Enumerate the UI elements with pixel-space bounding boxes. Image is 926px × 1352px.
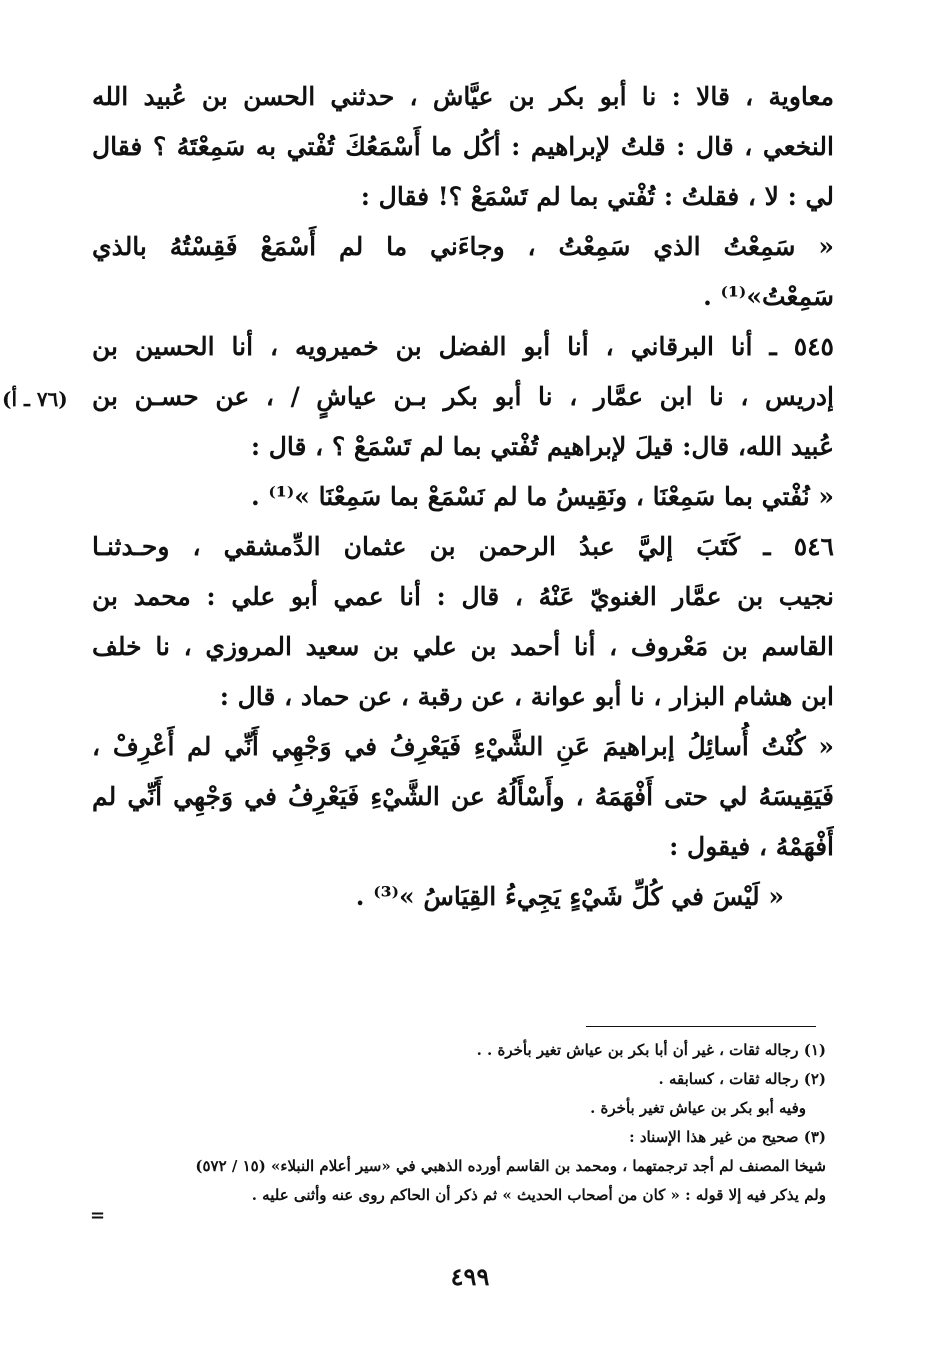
text-line: عُبيد الله، قال: قيلَ لإبراهيم تُفْتي بما لم تَسْمَعْ ؟ ، قال : [250,432,834,461]
footnote-2-continuation: وفيه أبو بكر بن عياش تغير بأخرة . [590,1099,806,1117]
footnote-3-continuation: شيخا المصنف لم أجد ترجمتهما ، ومحمد بن القاسم أورده الذهبي في «سير أعلام النبلاء» (١٥ / ٥٧٢) [195,1157,826,1175]
quote-line: سَمِعْتُ»⁽¹⁾ . [703,282,834,311]
text-line: ابن هشام البزار ، نا أبو عوانة ، عن رقبة ، عن حماد ، قال : [219,682,834,711]
quote-line: « سَمِعْتُ الذي سَمِعْتُ ، وجاءَني ما لم أَسْمَعْ فَقِسْتُهُ بالذي [92,232,834,261]
footnote-1: (١) رجاله ثقات ، غير أن أبا بكر بن عياش تغير بأخرة . . [476,1041,826,1059]
quote-line: « نُفْتي بما سَمِعْنَا ، ونَقِيسُ ما لم نَسْمَعْ بما سَمِعْنَا »⁽¹⁾ . [251,482,834,511]
quote-line: فَيَقِيسَهُ لي حتى أَفْهَمَهُ ، وأَسْأَلُهُ عن الشَّيْءِ فَيَعْرِفُ في وَجْهِي أَنِّي لم [92,782,834,811]
quote-line: « لَيْسَ في كُلِّ شَيْءٍ يَجِيءُ القِيَاسُ »⁽³⁾ . [355,882,784,911]
text-line: القاسم بن مَعْروف ، أنا أحمد بن علي بن سعيد المروزي ، نا خلف [92,632,834,661]
text-line: لي : لا ، فقلتُ : تُفْتي بما لم تَسْمَعْ ؟! فقال : [360,182,834,211]
text-line: معاوية ، قالا : نا أبو بكر بن عيَّاش ، حدثني الحسن بن عُبيد الله [92,82,834,111]
footnote-separator [586,1026,816,1027]
narration-546-line: ٥٤٦ ـ كَتَبَ إليَّ عبدُ الرحمن بن عثمان الدِّمشقي ، وحـدثنـا [92,532,834,561]
page-number: ٤٩٩ [450,1262,490,1291]
footnote-3: (٣) صحيح من غير هذا الإسناد : [629,1128,826,1146]
quote-line: أَفْهَمْهُ ، فيقول : [669,832,834,861]
narration-545-line: ٥٤٥ ـ أنا البرقاني ، أنا أبو الفضل بن خميرويه ، أنا الحسين بن [92,332,834,361]
footnote-2: (٢) رجاله ثقات ، كسابقه . [658,1070,826,1088]
text-line: النخعي ، قال : قلتُ لإبراهيم : أكُل ما أَسْمَعُكَ تُفْتي به سَمِعْتَهُ ؟ فقال [92,132,834,161]
footnote-3-continuation: ولم يذكر فيه إلا قوله : « كان من أصحاب الحديث » ثم ذكر أن الحاكم روى عنه وأثنى عليه . [251,1186,826,1204]
footnotes-block [86,1036,826,1210]
main-text-block [92,72,834,922]
text-line: إدريس ، نا ابن عمَّار ، نا أبو بكر بـن عياشٍ / ، عن حسـن بن [92,382,834,411]
text-line: نجيب بن عمَّار الغنويّ عَنْهُ ، قال : أنا عمي أبو علي : محمد بن [92,582,834,611]
quote-line: « كُنْتُ أُسائِلُ إبراهيمَ عَنِ الشَّيْءِ فَيَعْرِفُ في وَجْهِي أَنِّي لم أَعْرِفْ ، [92,732,834,761]
continuation-mark: = [90,1205,106,1226]
manuscript-folio-marker: (٧٦ ـ أ) [2,387,68,411]
